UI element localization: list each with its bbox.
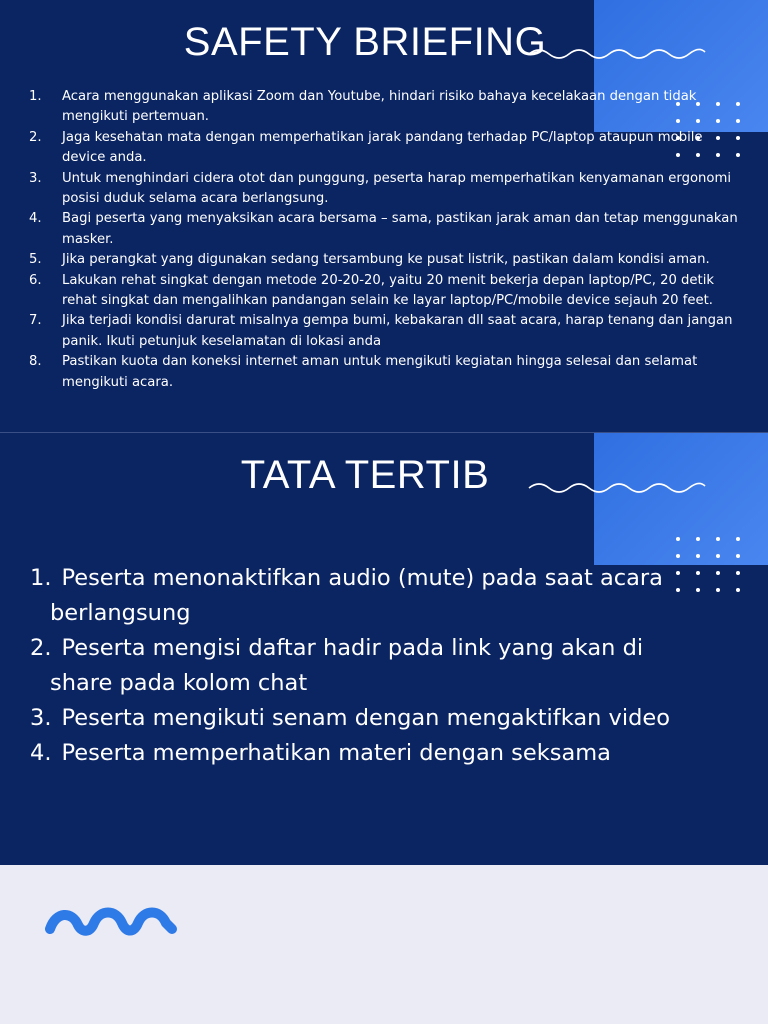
wave-line-icon [527,44,707,64]
safety-briefing-list [27,87,741,393]
list-item-text: Jaga kesehatan mata dengan memperhatikan jarak pandang terhadap PC/laptop ataupun mobile device anda. [62,129,703,166]
tata-tertib-list [30,561,710,771]
tata-tertib-title: TATA TERTIB [240,453,490,497]
list-item-text: Peserta mengikuti senam dengan mengaktifkan video [61,705,670,731]
safety-briefing-title: SAFETY BRIEFING [183,20,547,64]
safety-briefing-slide [0,0,768,432]
list-item: 8. Pastikan kuota dan koneksi internet aman untuk mengikuti kegiatan hingga selesai dan selamat mengikuti acara. [29,354,698,390]
list-item-text: Pastikan kuota dan koneksi internet aman untuk mengikuti kegiatan hingga selesai dan selamat mengikuti acara. [62,354,698,390]
list-item: 4. Bagi peserta yang menyaksikan acara bersama – sama, pastikan jarak aman dan tetap menggunakan masker. [29,211,738,247]
list-item: 1. Acara menggunakan aplikasi Zoom dan Youtube, hindari risiko bahaya kecelakaan dengan tidak mengikuti pertemuan. [29,89,697,125]
list-item-text: Lakukan rehat singkat dengan metode 20-20-20, yaitu 20 menit bekerja depan laptop/PC, 20 detik rehat singkat dan mengalihkan pandangan selain ke layar laptop/PC/mobile device sejauh 20 feet. [62,272,715,309]
list-item: 3. Peserta mengikuti senam dengan mengaktifkan video [30,705,670,731]
list-item: 7. Jika terjadi kondisi darurat misalnya gempa bumi, kebakaran dll saat acara, harap tenang dan jangan panik. Ikuti petunjuk keselamatan di lokasi anda [29,313,733,349]
list-item-text: Peserta mengisi daftar hadir pada link yang akan di share pada kolom chat [50,635,644,696]
list-item-text: Jika terjadi kondisi darurat misalnya gempa bumi, kebakaran dll saat acara, harap tenang dan jangan panik. Ikuti petunjuk keselamatan di lokasi anda [62,313,733,349]
list-item-text: Bagi peserta yang menyaksikan acara bersama – sama, pastikan jarak aman dan tetap menggunakan masker. [62,211,738,247]
list-item-text: Peserta memperhatikan materi dengan seksama [61,740,611,766]
list-item: 1. Peserta menonaktifkan audio (mute) pada saat acara berlangsung [30,565,663,626]
list-item: 4. Peserta memperhatikan materi dengan seksama [30,740,611,766]
wave-line-icon [527,478,707,498]
tata-tertib-slide [0,433,768,865]
list-item-text: Peserta menonaktifkan audio (mute) pada saat acara berlangsung [50,565,663,626]
list-item-text: Jika perangkat yang digunakan sedang tersambung ke pusat listrik, pastikan dalam kondisi aman. [62,252,710,268]
list-item-text: Acara menggunakan aplikasi Zoom dan Youtube, hindari risiko bahaya kecelakaan dengan tidak mengikuti pertemuan. [62,89,697,125]
list-item: 5. Jika perangkat yang digunakan sedang tersambung ke pusat listrik, pastikan dalam kondisi aman. [29,252,710,268]
squiggle-icon [42,903,180,941]
list-item: 2. Peserta mengisi daftar hadir pada link yang akan di share pada kolom chat [30,635,644,696]
list-item-text: Untuk menghindari cidera otot dan punggung, peserta harap memperhatikan kenyamanan ergonomi posisi duduk selama acara berlangsung. [62,170,731,207]
list-item: 6. Lakukan rehat singkat dengan metode 20-20-20, yaitu 20 menit bekerja depan laptop/PC, 20 detik rehat singkat dan mengalihkan pandangan selain ke layar laptop/PC/mobile device sejauh 20 feet. [29,272,715,309]
list-item: 3. Untuk menghindari cidera otot dan punggung, peserta harap memperhatikan kenyamanan ergonomi posisi duduk selama acara berlangsung. [29,170,731,207]
list-item: 2. Jaga kesehatan mata dengan memperhatikan jarak pandang terhadap PC/laptop ataupun mobile device anda. [29,129,703,166]
